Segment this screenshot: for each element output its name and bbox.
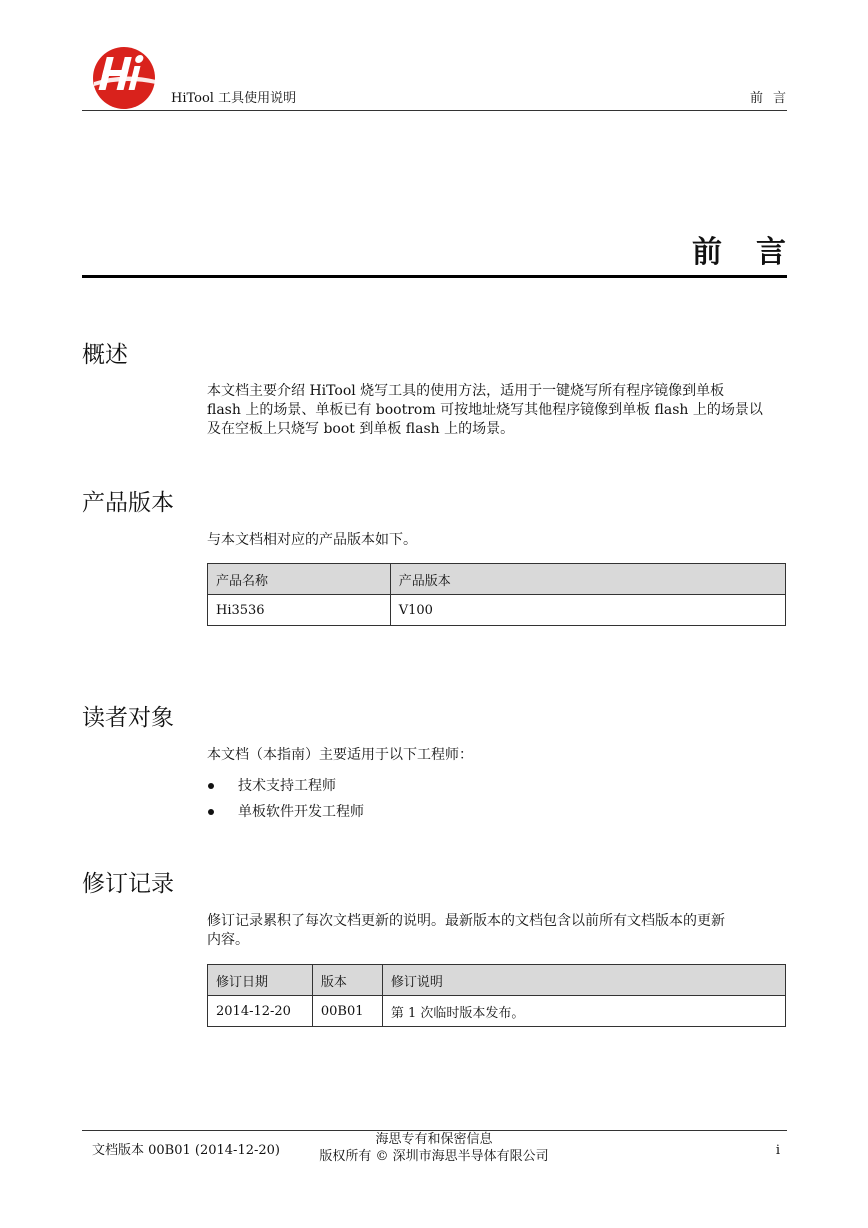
- table-header-row: [208, 965, 786, 996]
- list-item: [207, 799, 364, 825]
- table-header-cell: 版本: [312, 965, 382, 996]
- footer-page-number: i: [775, 1143, 780, 1158]
- table-cell: 2014-12-20: [208, 996, 313, 1027]
- table-cell: 00B01: [312, 996, 382, 1027]
- list-item: [207, 773, 364, 799]
- table-cell: 第 1 次临时版本发布。: [382, 996, 785, 1027]
- table-cell: V100: [390, 595, 785, 626]
- table-header-cell: 产品版本: [390, 564, 785, 595]
- footer-center-block: [284, 1131, 584, 1165]
- header-divider: [82, 110, 787, 111]
- footer-copyright: 版权所有 © 深圳市海思半导体有限公司: [319, 1149, 549, 1164]
- section-heading-revision: 修订记录: [82, 871, 174, 897]
- overview-paragraph: [207, 382, 787, 439]
- list-item-text: 技术支持工程师: [238, 778, 336, 794]
- header-section-name: 前言: [749, 91, 796, 106]
- revision-line: 修订记录累积了每次文档更新的说明。最新版本的文档包含以前所有文档版本的更新: [207, 913, 725, 929]
- revision-paragraph: [207, 912, 787, 950]
- product-version-intro: 与本文档相对应的产品版本如下。: [207, 532, 417, 548]
- revision-table: [207, 964, 786, 1027]
- hi-logo-icon: [90, 44, 158, 110]
- section-heading-product-version: 产品版本: [82, 490, 174, 516]
- audience-intro: 本文档（本指南）主要适用于以下工程师：: [207, 747, 473, 763]
- footer-confidential: 海思专有和保密信息: [375, 1132, 493, 1147]
- audience-list: [207, 773, 364, 825]
- table-header-cell: 修订说明: [382, 965, 785, 996]
- product-version-table: [207, 563, 786, 626]
- overview-line: 本文档主要介绍 HiTool 烧写工具的使用方法，适用于一键烧写所有程序镜像到单板: [207, 383, 725, 399]
- table-header-cell: 修订日期: [208, 965, 313, 996]
- list-item-text: 单板软件开发工程师: [238, 804, 364, 820]
- revision-line: 内容。: [207, 932, 249, 948]
- header-doc-title: HiTool 工具使用说明: [171, 91, 297, 106]
- table-header-row: [208, 564, 786, 595]
- footer-doc-version: 文档版本 00B01 (2014-12-20): [92, 1143, 280, 1158]
- hisilicon-logo: [90, 44, 158, 110]
- section-heading-audience: 读者对象: [82, 705, 174, 731]
- overview-line: flash 上的场景、单板已有 bootrom 可按地址烧写其他程序镜像到单板 flash 上的场景以: [207, 402, 763, 418]
- chapter-divider: [82, 275, 787, 278]
- table-cell: Hi3536: [208, 595, 391, 626]
- overview-line: 及在空板上只烧写 boot 到单板 flash 上的场景。: [207, 421, 515, 437]
- table-header-cell: 产品名称: [208, 564, 391, 595]
- bullet-icon: [208, 783, 214, 789]
- table-row: [208, 595, 786, 626]
- chapter-title: 前言: [692, 235, 820, 270]
- table-row: [208, 996, 786, 1027]
- section-heading-overview: 概述: [82, 342, 128, 368]
- bullet-icon: [208, 809, 214, 815]
